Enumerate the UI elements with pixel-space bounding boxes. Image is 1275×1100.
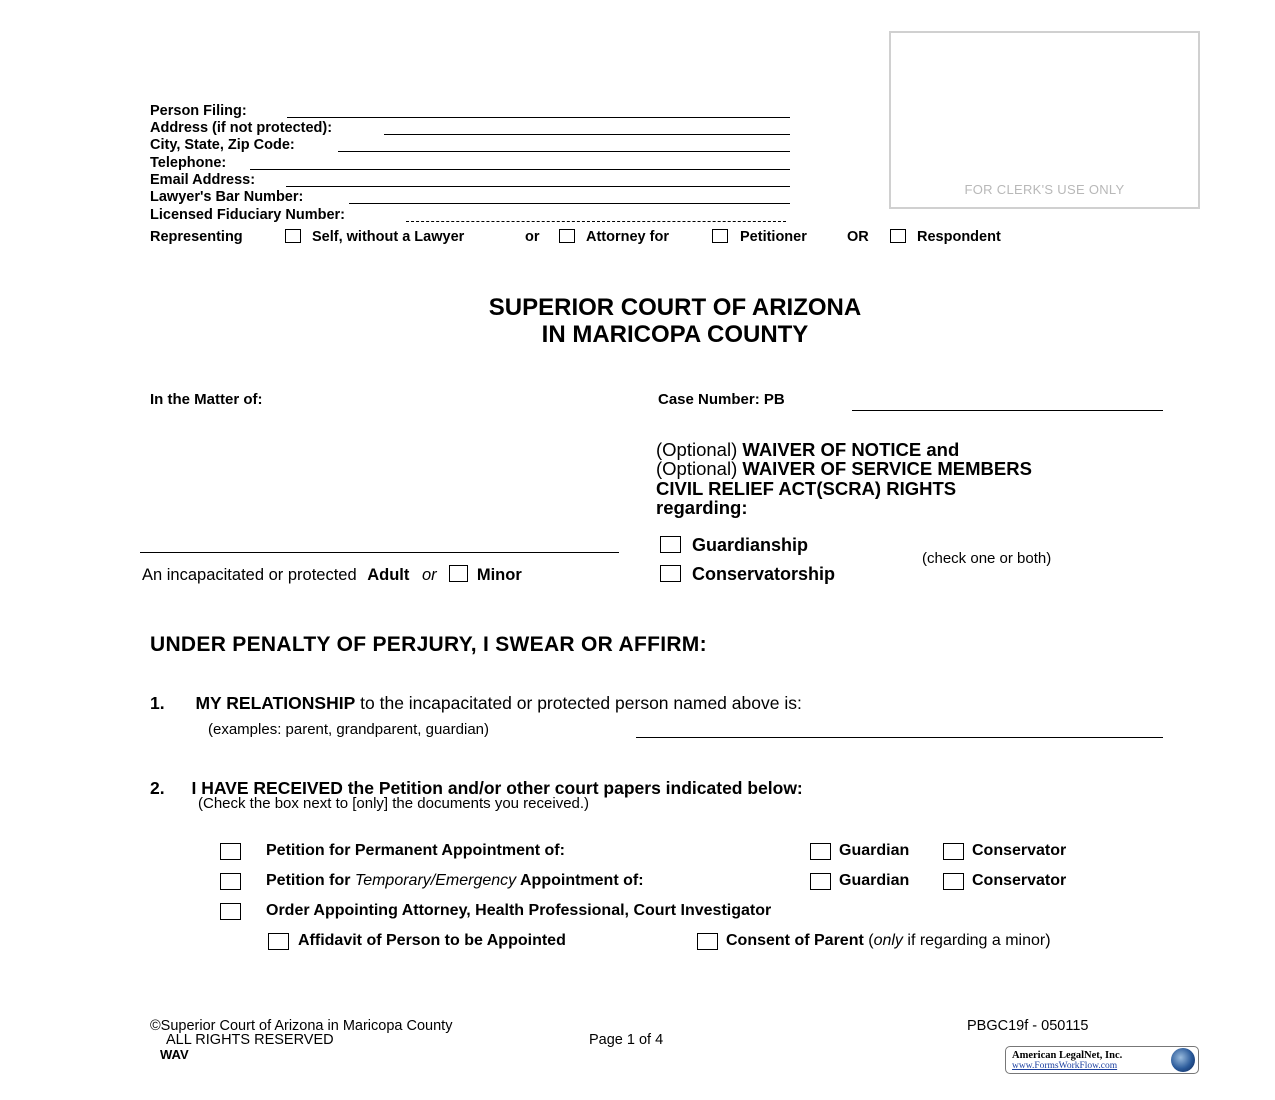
- order-appointing-checkbox[interactable]: [220, 903, 241, 920]
- case-number-field[interactable]: [852, 410, 1163, 411]
- permanent-petition-checkbox[interactable]: [220, 843, 241, 860]
- representing-row: [150, 229, 1001, 246]
- email-field[interactable]: [286, 172, 790, 187]
- bar-number-row: [150, 189, 303, 206]
- consent-row: [726, 932, 1051, 950]
- address-row: [150, 120, 332, 137]
- item1-number: 1.: [150, 693, 165, 713]
- check-note: (check one or both): [922, 550, 1052, 567]
- self-label: Self, without a Lawyer: [312, 229, 465, 245]
- attorney-checkbox[interactable]: [559, 229, 575, 243]
- bar-number-field[interactable]: [349, 189, 790, 204]
- optional-label-1: (Optional): [656, 439, 738, 460]
- globe-icon: [1171, 1048, 1195, 1072]
- email-label: Email Address:: [150, 172, 256, 188]
- clerk-use-label: FOR CLERK'S USE ONLY: [964, 182, 1125, 197]
- logo-company-name: American LegalNet, Inc.: [1012, 1050, 1123, 1061]
- permanent-conservator-label: Conservator: [972, 842, 1067, 859]
- relationship-field[interactable]: [636, 737, 1163, 738]
- guardianship-checkbox[interactable]: [660, 536, 681, 553]
- or-text-2: OR: [847, 229, 869, 245]
- permanent-conservator-checkbox[interactable]: [943, 843, 964, 860]
- footer-copyright: ©Superior Court of Arizona in Maricopa County: [150, 1018, 453, 1034]
- conservatorship-label: Conservatorship: [692, 564, 836, 584]
- consent-note: (only if regarding a minor): [868, 932, 1051, 949]
- representing-label: Representing: [150, 229, 243, 245]
- or-text: or: [525, 229, 540, 245]
- matter-label: In the Matter of:: [150, 391, 263, 408]
- temporary-guardian-checkbox[interactable]: [810, 873, 831, 890]
- court-title: [0, 294, 1275, 348]
- guardianship-label: Guardianship: [692, 535, 809, 555]
- minor-label: Minor: [476, 566, 522, 584]
- waiver-scra-title: WAIVER OF SERVICE MEMBERS: [742, 458, 1032, 479]
- temporary-guardian-label: Guardian: [839, 872, 910, 889]
- temporary-petition-label: Petition for Temporary/Emergency Appointment of:: [266, 872, 644, 889]
- adult-label: Adult: [367, 566, 410, 584]
- item1-bold: MY RELATIONSHIP: [195, 693, 356, 713]
- matter-underline[interactable]: [140, 552, 619, 553]
- person-filing-field[interactable]: [287, 103, 790, 118]
- scra-title-line3: CIVIL RELIEF ACT(SCRA) RIGHTS: [656, 478, 957, 499]
- bar-number-label: Lawyer's Bar Number:: [150, 189, 304, 205]
- case-number-label: Case Number: PB: [658, 391, 785, 408]
- permanent-guardian-checkbox[interactable]: [810, 843, 831, 860]
- person-filing-label: Person Filing:: [150, 103, 247, 119]
- footer-form-code: WAV: [160, 1047, 189, 1062]
- logo-url[interactable]: www.FormsWorkFlow.com: [1012, 1061, 1118, 1071]
- conservatorship-row: [660, 564, 835, 585]
- incapacitated-row: [142, 565, 522, 585]
- court-title-line2: IN MARICOPA COUNTY: [541, 321, 809, 348]
- temporary-petition-checkbox[interactable]: [220, 873, 241, 890]
- fiduciary-number-row: [150, 207, 345, 224]
- court-title-line1: SUPERIOR COURT OF ARIZONA: [488, 294, 862, 321]
- item1-examples: (examples: parent, grandparent, guardian): [208, 721, 490, 738]
- oath-heading: UNDER PENALTY OF PERJURY, I SWEAR OR AFFIRM:: [150, 633, 707, 656]
- self-checkbox[interactable]: [285, 229, 301, 243]
- permanent-petition-label: Petition for Permanent Appointment of:: [266, 842, 565, 859]
- telephone-label: Telephone:: [150, 155, 227, 171]
- petitioner-label: Petitioner: [740, 229, 807, 245]
- fiduciary-number-field[interactable]: [406, 207, 786, 222]
- person-filing-row: [150, 103, 247, 120]
- affidavit-label: Affidavit of Person to be Appointed: [298, 932, 566, 949]
- affidavit-checkbox[interactable]: [268, 933, 289, 950]
- item1-text: to the incapacitated or protected person named above is:: [355, 693, 802, 713]
- city-state-zip-row: [150, 137, 295, 154]
- permanent-guardian-label: Guardian: [839, 842, 910, 859]
- footer-rights: ALL RIGHTS RESERVED: [166, 1032, 334, 1048]
- guardianship-row: [660, 535, 808, 556]
- temporary-conservator-checkbox[interactable]: [943, 873, 964, 890]
- optional-label-2: (Optional): [656, 458, 738, 479]
- order-appointing-label: Order Appointing Attorney, Health Professional, Court Investigator: [266, 902, 772, 919]
- conservatorship-checkbox[interactable]: [660, 565, 681, 582]
- waiver-notice-title: WAIVER OF NOTICE and: [742, 439, 960, 460]
- email-row: [150, 172, 255, 189]
- respondent-label: Respondent: [917, 229, 1001, 245]
- petitioner-checkbox[interactable]: [712, 229, 728, 243]
- footer-form-id: PBGC19f - 050115: [967, 1018, 1089, 1034]
- clerk-use-box: [889, 31, 1200, 209]
- item2-heading: I HAVE RECEIVED the Petition and/or other court papers indicated below:: [191, 778, 803, 798]
- footer-page-number: Page 1 of 4: [589, 1032, 664, 1048]
- telephone-field[interactable]: [250, 155, 790, 170]
- city-state-zip-label: City, State, Zip Code:: [150, 137, 295, 153]
- item2-subheading: (Check the box next to [only] the documents you received.): [198, 795, 590, 812]
- title-line1: [656, 440, 959, 460]
- fiduciary-number-label: Licensed Fiduciary Number:: [150, 207, 345, 223]
- telephone-row: [150, 155, 226, 172]
- american-legalnet-logo[interactable]: [1005, 1046, 1199, 1074]
- address-label: Address (if not protected):: [150, 120, 333, 136]
- incapacitated-text: An incapacitated or protected: [142, 566, 357, 584]
- item2-number: 2.: [150, 778, 165, 798]
- or-italic: or: [421, 566, 437, 584]
- temporary-emergency-italic: Temporary/Emergency: [354, 872, 517, 889]
- consent-label: Consent of Parent: [726, 932, 864, 949]
- attorney-for-label: Attorney for: [586, 229, 669, 245]
- title-line2: [656, 459, 1032, 479]
- consent-checkbox[interactable]: [697, 933, 718, 950]
- address-field[interactable]: [384, 120, 790, 135]
- minor-checkbox[interactable]: [449, 565, 468, 582]
- regarding-label: regarding:: [656, 497, 748, 518]
- item1-row: [150, 693, 802, 714]
- temporary-conservator-label: Conservator: [972, 872, 1067, 889]
- city-state-zip-field[interactable]: [338, 137, 790, 152]
- respondent-checkbox[interactable]: [890, 229, 906, 243]
